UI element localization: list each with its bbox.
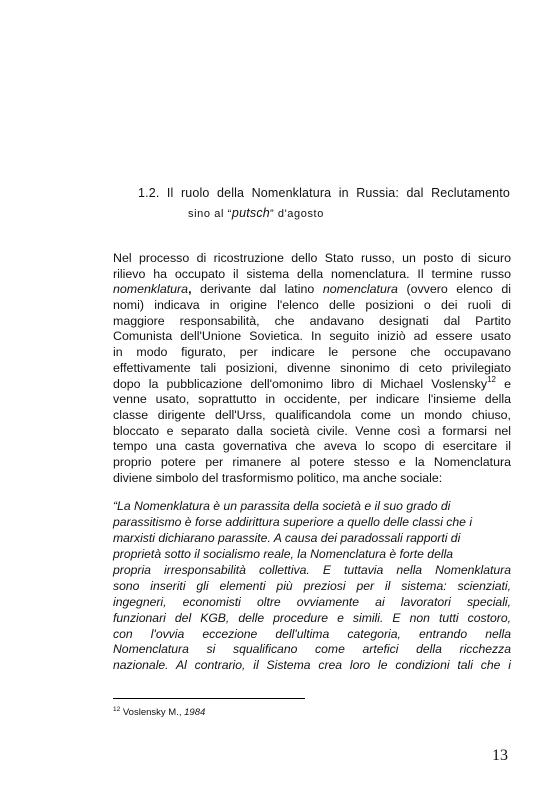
body-paragraph [113,251,511,486]
page-number: 13 [492,747,508,764]
quote-line: marxisti dichiarano parassite. A causa dei paradossali rapporti di [113,530,461,545]
quote-line: “La Nomenklatura è un parassita della società e il suo grado di [113,499,451,513]
footnote-reference: 12 [487,374,496,384]
section-subheading: sino al “putsch” d'agosto [188,206,324,220]
quote-line: con l'ovvia eccezione dell'ultima categoria, entrando nella [113,626,511,641]
quote-line: propria irresponsabilità collettiva. E tuttavia nella Nomenklatura [113,562,511,577]
body-line: Comunista dell'Unione Sovietica. In seguito iniziò ad essere usato [113,329,511,344]
quote-line: ingegneri, economisti oltre ovviamente ai lavoratori speciali, [113,594,511,609]
body-line: Nel processo di ricostruzione dello Stato russo, un posto di sicuro [113,251,511,265]
body-line: nomenklatura, derivante dal latino nomenclatura (ovvero elenco di [113,282,511,297]
footnote-separator [113,698,305,699]
body-line: maggiore responsabilità, che andavano designati dal Partito [113,313,511,328]
body-line: diviene simbolo del trasformismo politico, ma anche sociale: [113,470,443,485]
body-line: proprio potere per rimanere al potere stesso e la Nomenclatura [113,454,511,469]
body-line: venne usato, soprattutto in occidente, per indicare l'insieme della [113,392,511,407]
body-line: rilievo ha occupato il sistema della nomenclatura. Il termine russo [113,266,511,281]
quote-line: funzionari del KGB, delle procedure e simili. E non tutti costoro, [113,610,511,625]
section-heading: 1.2. Il ruolo della Nomenklatura in Russia: dal Reclutamento [138,186,510,200]
quote-line: nazionale. Al contrario, il Sistema crea loro le condizioni tali che i [113,658,511,673]
block-quote [113,499,511,674]
footnote: $^{12}$ Voslensky M., 1984 [113,706,206,718]
putsch-term: putsch [231,206,270,220]
body-line: nomi) indicava in origine l'elenco delle posizioni o dei ruoli di [113,298,511,313]
quote-line: Nomenclatura si squalificano come artefici della ricchezza [113,642,511,657]
body-line: dopo la pubblicazione dell'omonimo libro di Michael Voslensky$^{12}$ e [113,374,511,391]
quote-line: proprietà sotto il socialismo reale, la Nomenclatura è forte della [113,546,454,561]
body-line: tempo una casta governativa che aveva lo scopo di esercitare il [113,439,511,454]
body-line: classe dirigente dell'Urss, qualificandola come un mondo chiuso, [113,407,511,422]
body-line: bloccato e separato dalla società civile. Venne così a formarsi nel [113,423,511,438]
body-line: in modo figurato, per indicare le persone che occupavano [113,345,511,360]
body-line: effettivamente tali posizioni, divenne sinonimo di ceto privilegiato [113,360,511,375]
quote-line: parassitismo è forse addirittura superiore a quello delle classi che i [113,514,473,529]
quote-line: sono inseriti gli elementi più preziosi per il sistema: scienziati, [113,578,511,593]
